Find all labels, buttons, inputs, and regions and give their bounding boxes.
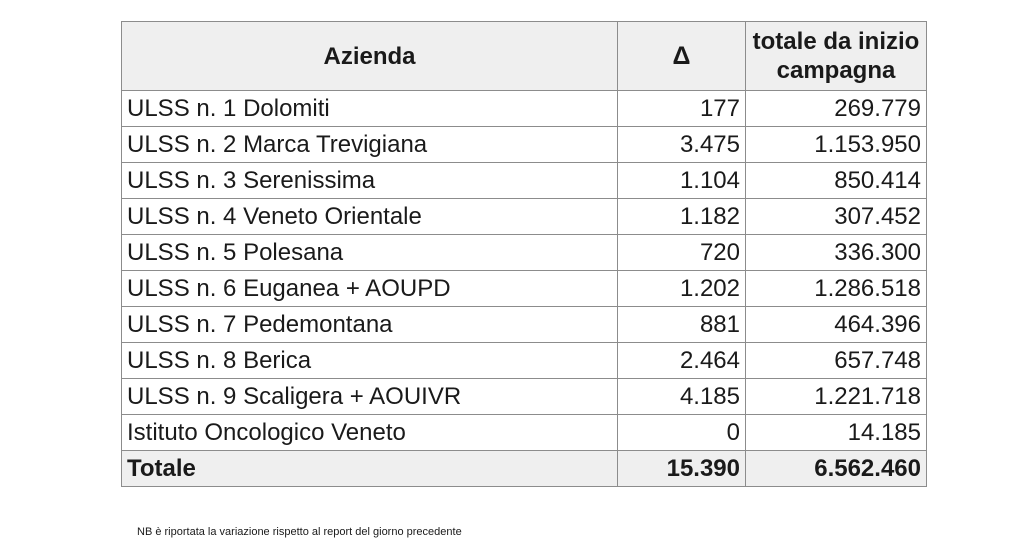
cell-delta: 4.185 [618,379,746,415]
cell-totale: 14.185 [746,415,927,451]
table-row [122,307,927,343]
cell-azienda: Istituto Oncologico Veneto [122,415,618,451]
cell-azienda: ULSS n. 1 Dolomiti [122,91,618,127]
table-row [122,235,927,271]
cell-totale: 1.221.718 [746,379,927,415]
table-row [122,199,927,235]
total-label: Totale [122,451,618,487]
cell-delta: 177 [618,91,746,127]
cell-azienda: ULSS n. 7 Pedemontana [122,307,618,343]
cell-azienda: ULSS n. 9 Scaligera + AOUIVR [122,379,618,415]
cell-delta: 881 [618,307,746,343]
header-delta: Δ [618,22,746,91]
cell-delta: 1.104 [618,163,746,199]
table-row [122,343,927,379]
cell-azienda: ULSS n. 6 Euganea + AOUPD [122,271,618,307]
table-row [122,271,927,307]
total-row [122,451,927,487]
cell-totale: 1.153.950 [746,127,927,163]
header-totale: totale da inizio campagna [746,22,927,91]
cell-delta: 3.475 [618,127,746,163]
table-row [122,91,927,127]
cell-totale: 1.286.518 [746,271,927,307]
total-delta: 15.390 [618,451,746,487]
cell-azienda: ULSS n. 3 Serenissima [122,163,618,199]
table-row [122,379,927,415]
cell-azienda: ULSS n. 5 Polesana [122,235,618,271]
table-header [122,22,927,91]
cell-totale: 657.748 [746,343,927,379]
cell-delta: 720 [618,235,746,271]
footnote: NB è riportata la variazione rispetto al report del giorno precedente [137,526,462,538]
table-body [122,91,927,487]
vaccination-table-container [121,21,926,487]
cell-totale: 336.300 [746,235,927,271]
cell-delta: 1.182 [618,199,746,235]
header-azienda: Azienda [122,22,618,91]
cell-delta: 0 [618,415,746,451]
cell-azienda: ULSS n. 8 Berica [122,343,618,379]
cell-totale: 269.779 [746,91,927,127]
cell-totale: 464.396 [746,307,927,343]
cell-totale: 850.414 [746,163,927,199]
cell-delta: 2.464 [618,343,746,379]
cell-totale: 307.452 [746,199,927,235]
vaccination-table [121,21,927,487]
table-row [122,127,927,163]
table-row [122,415,927,451]
header-row [122,22,927,91]
total-total: 6.562.460 [746,451,927,487]
cell-azienda: ULSS n. 4 Veneto Orientale [122,199,618,235]
cell-delta: 1.202 [618,271,746,307]
cell-azienda: ULSS n. 2 Marca Trevigiana [122,127,618,163]
table-row [122,163,927,199]
